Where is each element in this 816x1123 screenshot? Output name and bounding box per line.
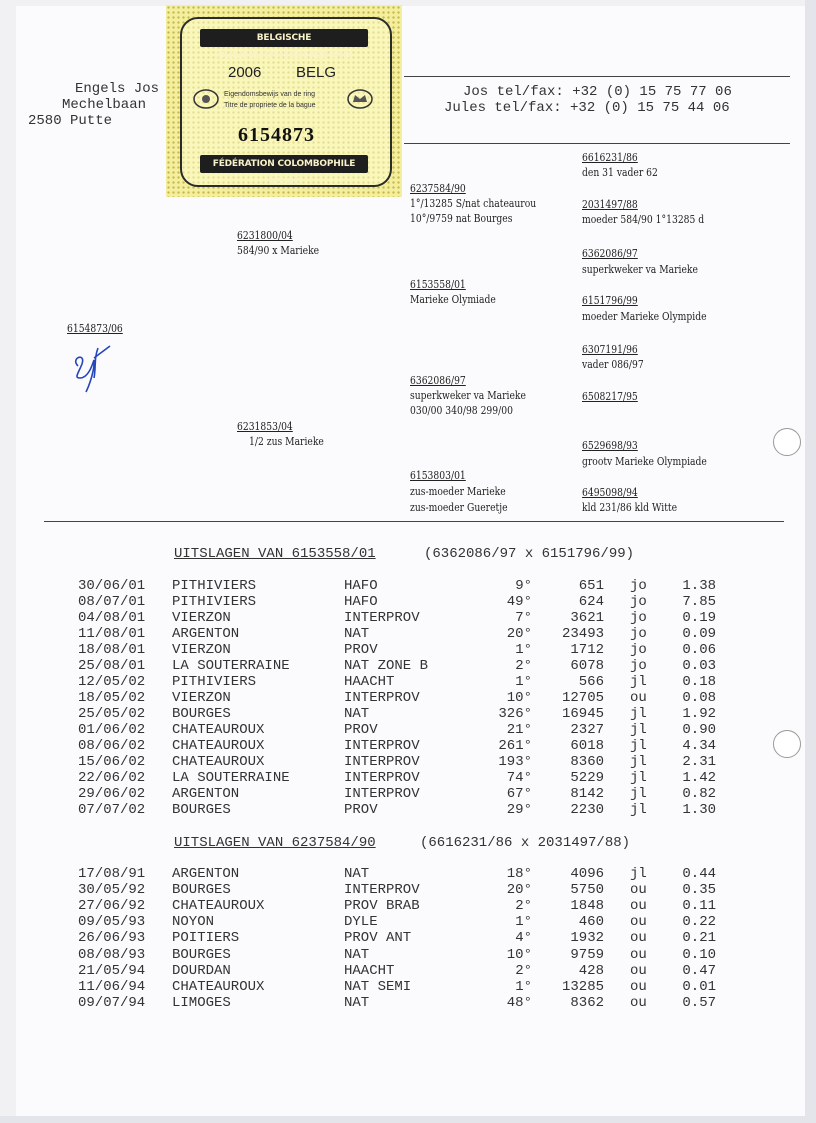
race-class: NAT <box>344 946 370 963</box>
race-entries: 23493 <box>561 626 604 642</box>
dam-ring: 6231853/04 <box>237 419 293 433</box>
race-bird-type: ou <box>630 914 647 931</box>
race-bird-type: jo <box>630 626 647 642</box>
grandsire-ring: 6237584/90 <box>410 181 466 195</box>
race-coefficient: 0.22 <box>682 914 716 931</box>
ancestor-ring: 2031497/88 <box>582 197 638 211</box>
race-location: ARGENTON <box>172 626 240 642</box>
ring-top-banner: BELGISCHE DUIVENLIEFHEBBERSBOND <box>200 29 368 47</box>
race-location: VIERZON <box>172 642 231 658</box>
ancestor-desc: kld 231/86 kld Witte <box>582 500 678 514</box>
race-bird-type: jo <box>630 610 647 626</box>
ring-certificate <box>166 5 402 197</box>
grandsire-desc: 030/00 340/98 299/00 <box>410 403 513 417</box>
race-class: NAT <box>344 626 370 642</box>
race-location: LIMOGES <box>172 994 231 1011</box>
ancestor-ring: 6151796/99 <box>582 293 638 307</box>
race-class: PROV BRAB <box>344 898 420 915</box>
race-prize: 10° <box>506 946 532 963</box>
race-prize: 2° <box>515 962 532 979</box>
race-prize: 326° <box>498 706 532 722</box>
race-location: CHATEAUROUX <box>172 738 265 754</box>
race-bird-type: ou <box>630 946 647 963</box>
race-date: 25/08/01 <box>78 658 146 674</box>
race-date: 21/05/94 <box>78 962 146 979</box>
race-location: NOYON <box>172 914 215 931</box>
race-entries: 1848 <box>570 898 604 915</box>
race-class: PROV <box>344 642 378 658</box>
results1-title: UITSLAGEN VAN 6153558/01 <box>174 546 376 562</box>
race-date: 17/08/91 <box>78 866 146 882</box>
race-location: CHATEAUROUX <box>172 898 265 915</box>
race-location: DOURDAN <box>172 962 231 979</box>
ring-year: 2006 <box>228 64 262 81</box>
race-class: NAT <box>344 706 370 722</box>
race-coefficient: 0.19 <box>682 610 716 626</box>
race-prize: 1° <box>515 642 532 658</box>
race-prize: 4° <box>515 930 532 947</box>
race-date: 30/06/01 <box>78 578 146 594</box>
race-coefficient: 0.10 <box>682 946 716 963</box>
race-date: 11/08/01 <box>78 626 146 642</box>
grandsire-desc: superkweker va Marieke <box>410 388 526 402</box>
ancestor-desc: moeder 584/90 1°13285 d <box>582 212 705 226</box>
race-coefficient: 1.92 <box>682 706 716 722</box>
race-class: INTERPROV <box>344 786 420 802</box>
race-class: INTERPROV <box>344 882 420 899</box>
ring-bottom-banner: FÉDÉRATION COLOMBOPHILE BELGE <box>200 155 368 173</box>
race-class: PROV ANT <box>344 930 412 947</box>
granddam-ring: 6153803/01 <box>410 468 466 482</box>
race-bird-type: ou <box>630 962 647 979</box>
race-entries: 2230 <box>570 802 604 818</box>
ancestor-ring: 6616231/86 <box>582 150 638 164</box>
race-date: 04/08/01 <box>78 610 146 626</box>
punch-hole <box>773 428 801 456</box>
grandsire-ring: 6362086/97 <box>410 373 466 387</box>
tel-jos: Jos tel/fax: +32 (0) 15 75 77 06 <box>463 84 732 100</box>
race-prize: 7° <box>515 610 532 626</box>
race-entries: 2327 <box>570 722 604 738</box>
race-coefficient: 1.30 <box>682 802 716 818</box>
granddam-desc: zus-moeder Gueretje <box>410 500 508 514</box>
ring-line1: Eigendomsbewijs van de ring <box>224 91 316 98</box>
race-entries: 5750 <box>570 882 604 899</box>
race-coefficient: 0.44 <box>682 866 716 882</box>
race-bird-type: jl <box>630 674 647 690</box>
race-class: HAFO <box>344 594 378 610</box>
race-location: POITIERS <box>172 930 240 947</box>
race-coefficient: 7.85 <box>682 594 716 610</box>
race-prize: 9° <box>515 578 532 594</box>
race-prize: 29° <box>506 802 532 818</box>
race-location: ARGENTON <box>172 786 240 802</box>
race-entries: 9759 <box>570 946 604 963</box>
race-bird-type: jl <box>630 866 647 882</box>
race-class: PROV <box>344 802 378 818</box>
grandsire-desc: 10°/9759 nat Bourges <box>410 211 513 225</box>
race-date: 30/05/92 <box>78 882 146 899</box>
header-rule <box>404 143 790 144</box>
race-class: NAT <box>344 866 370 882</box>
race-date: 27/06/92 <box>78 898 146 915</box>
race-entries: 12705 <box>561 690 604 706</box>
race-bird-type: jl <box>630 786 647 802</box>
signature-icon <box>64 338 124 396</box>
ancestor-ring: 6307191/96 <box>582 342 638 356</box>
race-prize: 10° <box>506 690 532 706</box>
race-coefficient: 0.90 <box>682 722 716 738</box>
ancestor-ring: 6508217/95 <box>582 389 638 403</box>
race-date: 18/08/01 <box>78 642 146 658</box>
race-class: DYLE <box>344 914 378 931</box>
race-bird-type: jo <box>630 594 647 610</box>
race-coefficient: 0.11 <box>682 898 716 915</box>
page-edge <box>805 0 816 1123</box>
granddam-desc: Marieke Olymiade <box>410 292 496 306</box>
race-coefficient: 1.42 <box>682 770 716 786</box>
results2-title: UITSLAGEN VAN 6237584/90 <box>174 835 376 851</box>
race-location: PITHIVIERS <box>172 594 257 610</box>
ancestor-ring: 6495098/94 <box>582 485 638 499</box>
race-bird-type: ou <box>630 690 647 706</box>
race-location: CHATEAUROUX <box>172 754 265 770</box>
race-date: 26/06/93 <box>78 930 146 947</box>
race-prize: 2° <box>515 898 532 915</box>
dam-desc: 1/2 zus Marieke <box>249 434 324 448</box>
race-location: BOURGES <box>172 706 231 722</box>
race-date: 09/05/93 <box>78 914 146 931</box>
ancestor-desc: moeder Marieke Olympide <box>582 309 707 323</box>
race-class: HAACHT <box>344 962 395 979</box>
race-bird-type: jl <box>630 738 647 754</box>
race-location: PITHIVIERS <box>172 674 257 690</box>
race-prize: 193° <box>498 754 532 770</box>
ring-number: 6154873 <box>238 124 315 146</box>
race-location: LA SOUTERRAINE <box>172 658 290 674</box>
race-bird-type: jl <box>630 770 647 786</box>
ancestor-desc: den 31 vader 62 <box>582 165 658 179</box>
race-coefficient: 4.34 <box>682 738 716 754</box>
race-prize: 1° <box>515 978 532 995</box>
race-location: VIERZON <box>172 610 231 626</box>
race-prize: 261° <box>498 738 532 754</box>
race-entries: 8360 <box>570 754 604 770</box>
race-entries: 4096 <box>570 866 604 882</box>
race-location: BOURGES <box>172 882 231 899</box>
sire-ring: 6231800/04 <box>237 228 293 242</box>
race-coefficient: 0.82 <box>682 786 716 802</box>
owner-street: Mechelbaan <box>62 97 147 113</box>
race-entries: 8362 <box>570 994 604 1011</box>
race-location: CHATEAUROUX <box>172 722 265 738</box>
owner-name: Engels Jos <box>75 81 160 97</box>
tel-jules: Jules tel/fax: +32 (0) 15 75 44 06 <box>444 100 730 116</box>
race-date: 08/08/93 <box>78 946 146 963</box>
race-entries: 1932 <box>570 930 604 947</box>
race-class: NAT SEMI <box>344 978 412 995</box>
race-date: 29/06/02 <box>78 786 146 802</box>
race-entries: 651 <box>578 578 604 594</box>
results1-parents: (6362086/97 x 6151796/99) <box>424 546 635 562</box>
race-prize: 1° <box>515 674 532 690</box>
section-divider <box>44 521 784 522</box>
race-date: 12/05/02 <box>78 674 146 690</box>
race-bird-type: jl <box>630 722 647 738</box>
results2-parents: (6616231/86 x 2031497/88) <box>420 835 631 851</box>
ancestor-desc: vader 086/97 <box>582 357 644 371</box>
race-location: BOURGES <box>172 946 231 963</box>
race-location: CHATEAUROUX <box>172 978 265 995</box>
race-bird-type: ou <box>630 994 647 1011</box>
race-date: 22/06/02 <box>78 770 146 786</box>
race-date: 09/07/94 <box>78 994 146 1011</box>
race-location: ARGENTON <box>172 866 240 882</box>
race-prize: 21° <box>506 722 532 738</box>
race-date: 18/05/02 <box>78 690 146 706</box>
ancestor-desc: grootv Marieke Olympiade <box>582 454 707 468</box>
owner-city: 2580 Putte <box>28 113 113 129</box>
race-date: 01/06/02 <box>78 722 146 738</box>
granddam-ring: 6153558/01 <box>410 277 466 291</box>
race-prize: 1° <box>515 914 532 931</box>
race-bird-type: jo <box>630 578 647 594</box>
race-class: INTERPROV <box>344 690 420 706</box>
race-date: 15/06/02 <box>78 754 146 770</box>
grandsire-desc: 1°/13285 S/nat chateaurou <box>410 196 537 210</box>
race-prize: 49° <box>506 594 532 610</box>
race-entries: 460 <box>578 914 604 931</box>
race-bird-type: ou <box>630 930 647 947</box>
ancestor-ring: 6529698/93 <box>582 438 638 452</box>
race-class: INTERPROV <box>344 610 420 626</box>
race-entries: 6018 <box>570 738 604 754</box>
race-prize: 48° <box>506 994 532 1011</box>
header-rule <box>404 76 790 77</box>
race-class: NAT <box>344 994 370 1011</box>
race-date: 07/07/02 <box>78 802 146 818</box>
race-entries: 428 <box>578 962 604 979</box>
race-class: INTERPROV <box>344 738 420 754</box>
race-prize: 2° <box>515 658 532 674</box>
race-prize: 74° <box>506 770 532 786</box>
subject-ring: 6154873/06 <box>67 321 123 335</box>
race-bird-type: jl <box>630 802 647 818</box>
ancestor-ring: 6362086/97 <box>582 246 638 260</box>
race-coefficient: 0.57 <box>682 994 716 1011</box>
punch-hole <box>773 730 801 758</box>
race-location: VIERZON <box>172 690 231 706</box>
race-bird-type: jo <box>630 658 647 674</box>
race-entries: 16945 <box>561 706 604 722</box>
race-entries: 1712 <box>570 642 604 658</box>
race-coefficient: 0.35 <box>682 882 716 899</box>
race-prize: 20° <box>506 626 532 642</box>
race-location: LA SOUTERRAINE <box>172 770 290 786</box>
sire-desc: 584/90 x Marieke <box>237 243 320 257</box>
race-bird-type: jl <box>630 706 647 722</box>
race-class: INTERPROV <box>344 770 420 786</box>
race-prize: 67° <box>506 786 532 802</box>
race-coefficient: 0.21 <box>682 930 716 947</box>
race-entries: 3621 <box>570 610 604 626</box>
race-coefficient: 0.08 <box>682 690 716 706</box>
crown-emblem-icon <box>346 87 374 111</box>
race-entries: 566 <box>578 674 604 690</box>
race-entries: 6078 <box>570 658 604 674</box>
race-coefficient: 1.38 <box>682 578 716 594</box>
race-entries: 5229 <box>570 770 604 786</box>
race-prize: 20° <box>506 882 532 899</box>
ring-line2: Titre de propriete de la bague <box>224 102 316 109</box>
race-location: PITHIVIERS <box>172 578 257 594</box>
race-date: 08/06/02 <box>78 738 146 754</box>
race-entries: 8142 <box>570 786 604 802</box>
race-class: HAFO <box>344 578 378 594</box>
race-coefficient: 2.31 <box>682 754 716 770</box>
race-class: INTERPROV <box>344 754 420 770</box>
race-date: 25/05/02 <box>78 706 146 722</box>
race-entries: 13285 <box>561 978 604 995</box>
race-class: NAT ZONE B <box>344 658 429 674</box>
race-bird-type: ou <box>630 978 647 995</box>
race-bird-type: jl <box>630 754 647 770</box>
race-coefficient: 0.01 <box>682 978 716 995</box>
ancestor-desc: superkweker va Marieke <box>582 262 698 276</box>
race-class: PROV <box>344 722 378 738</box>
race-bird-type: ou <box>630 882 647 899</box>
race-coefficient: 0.18 <box>682 674 716 690</box>
race-date: 11/06/94 <box>78 978 146 995</box>
lion-emblem-icon <box>192 87 220 111</box>
race-bird-type: jo <box>630 642 647 658</box>
race-coefficient: 0.06 <box>682 642 716 658</box>
race-coefficient: 0.09 <box>682 626 716 642</box>
race-bird-type: ou <box>630 898 647 915</box>
race-class: HAACHT <box>344 674 395 690</box>
ring-country: BELG <box>296 64 337 81</box>
race-entries: 624 <box>578 594 604 610</box>
race-coefficient: 0.03 <box>682 658 716 674</box>
race-date: 08/07/01 <box>78 594 146 610</box>
race-prize: 18° <box>506 866 532 882</box>
page-edge <box>0 1116 816 1123</box>
granddam-desc: zus-moeder Marieke <box>410 484 506 498</box>
race-location: BOURGES <box>172 802 231 818</box>
race-coefficient: 0.47 <box>682 962 716 979</box>
